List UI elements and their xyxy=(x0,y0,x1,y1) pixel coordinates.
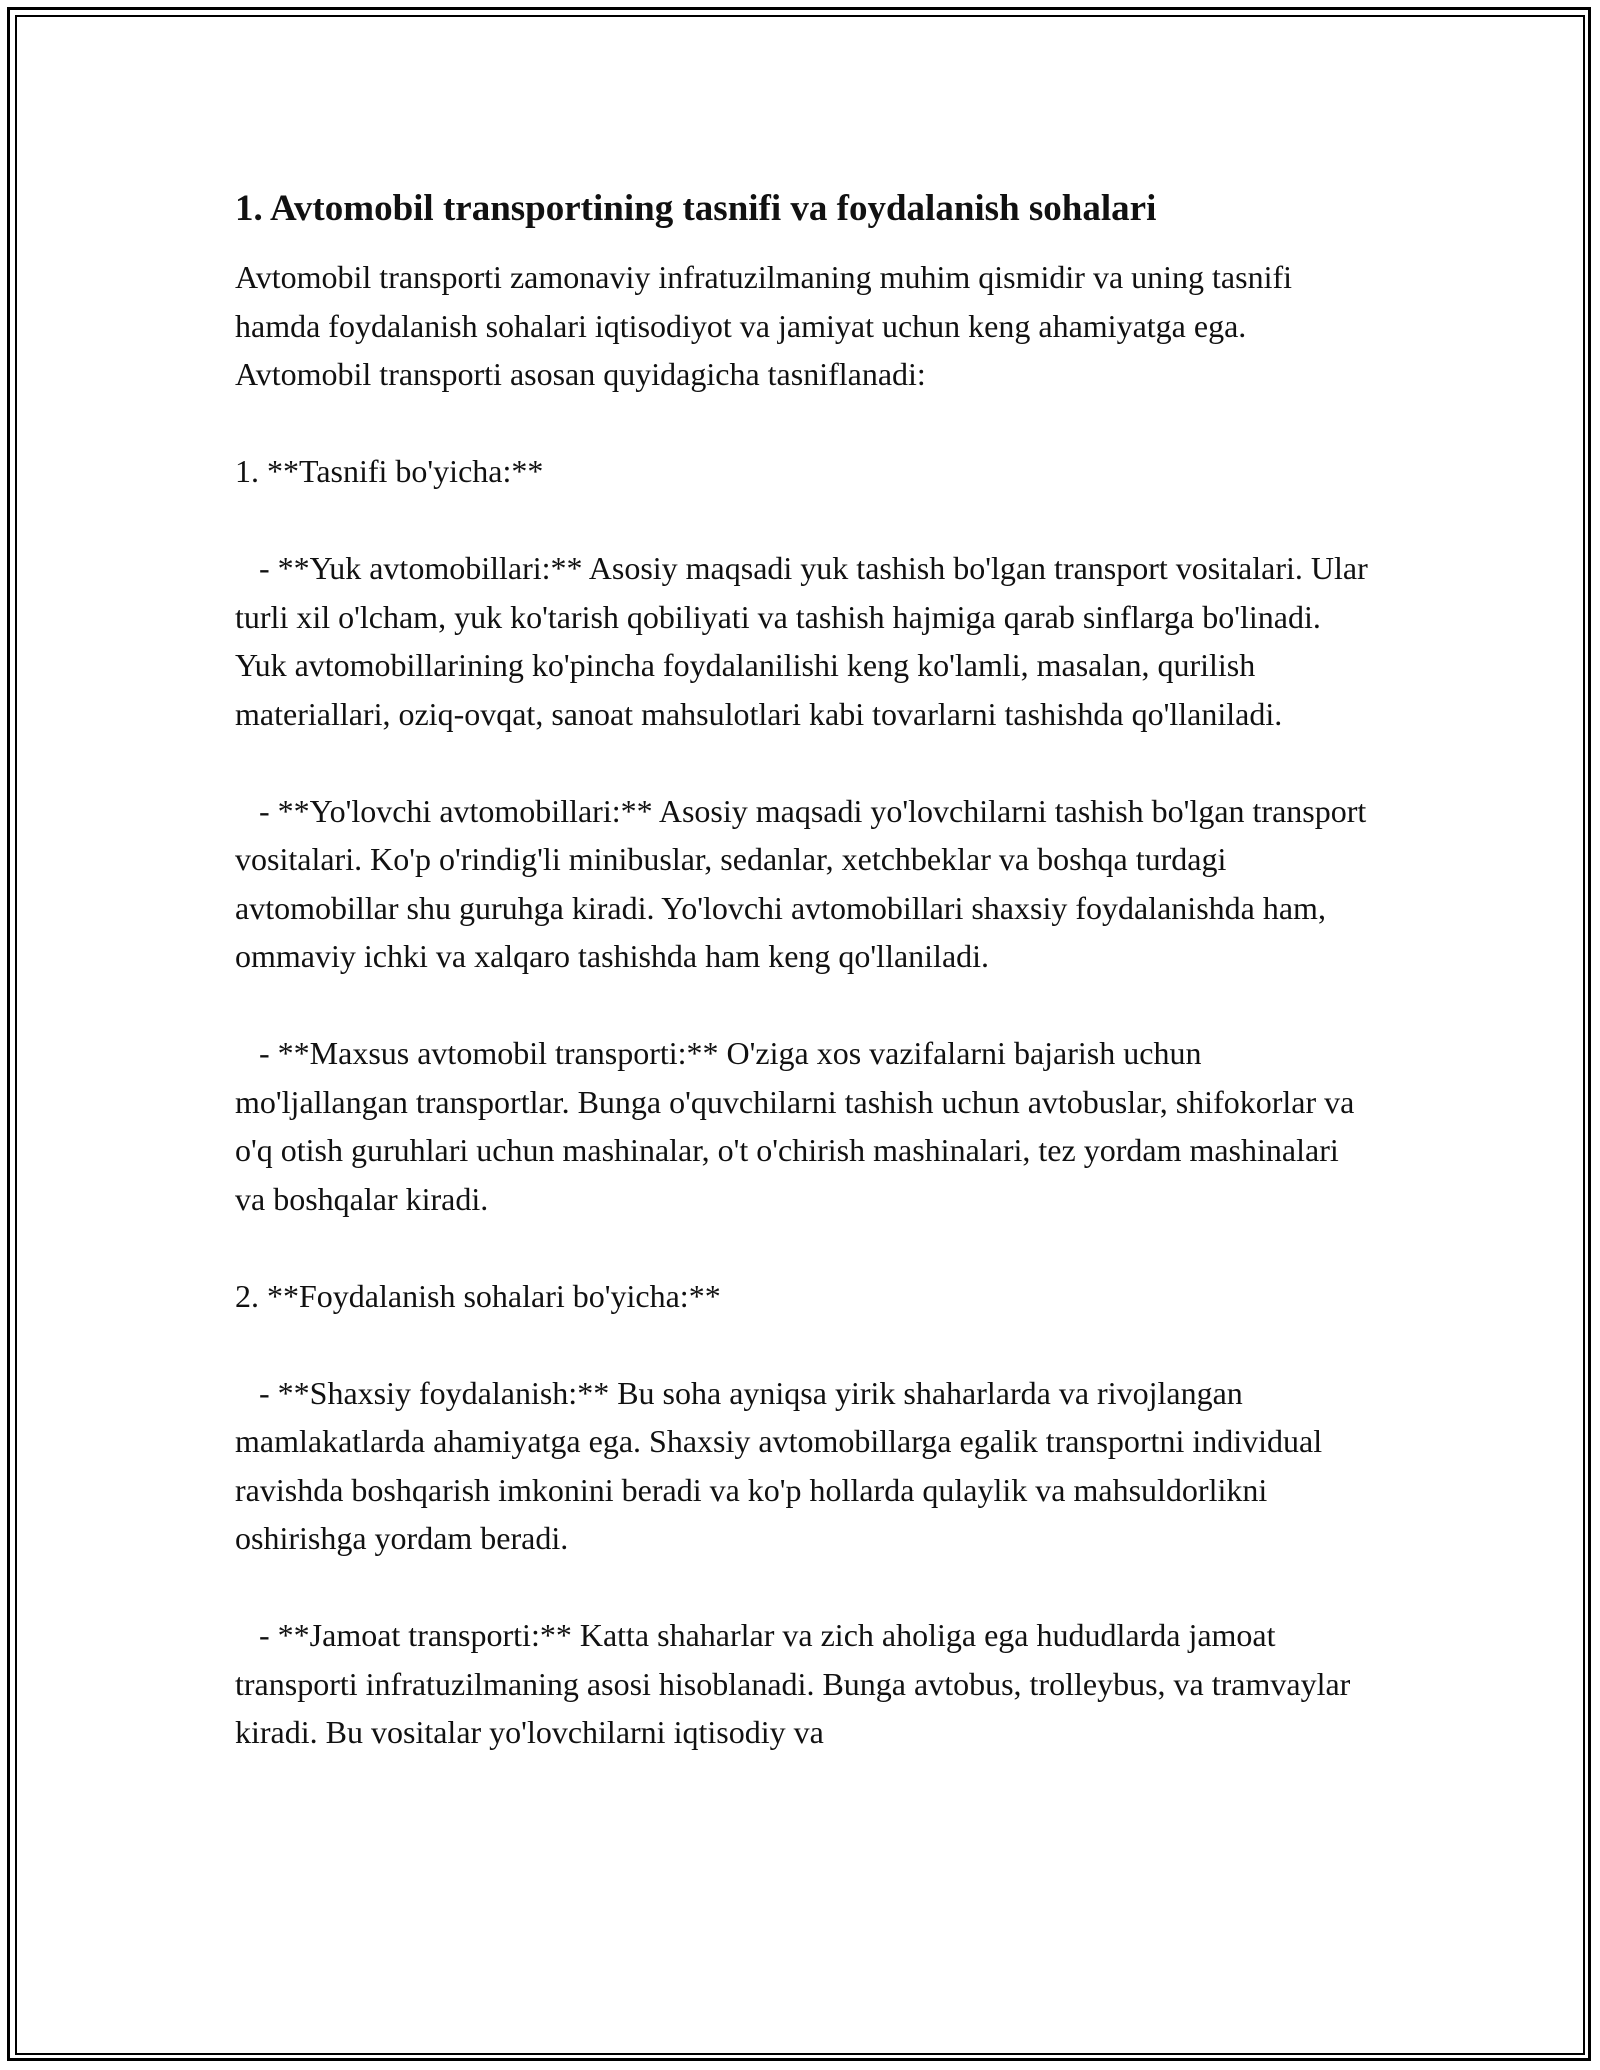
paragraph-indent xyxy=(235,1617,259,1653)
paragraph-indent xyxy=(235,1375,259,1411)
list-item-passenger-vehicles xyxy=(235,787,1375,981)
paragraph-text: - **Shaxsiy foydalanish:** Bu soha ayniqsa yirik shaharlarda va rivojlangan mamlakatlarda ahamiyatga ega. Shaxsiy avtomobillarga egalik transportni individual ravishda boshqarish imkonini beradi va ko'p hollarda qulaylik va mahsuldorlikni oshirishga yordam beradi. xyxy=(235,1374,1323,1556)
list-item-cargo-vehicles xyxy=(235,544,1375,738)
document-body xyxy=(235,185,1375,1757)
paragraph-indent xyxy=(235,550,259,586)
paragraph-text: 2. **Foydalanish sohalari bo'yicha:** xyxy=(235,1277,721,1314)
classification-list-heading xyxy=(235,447,1375,496)
paragraph-text: - **Yuk avtomobillari:** Asosiy maqsadi yuk tashish bo'lgan transport vositalari. Ular turli xil o'lcham, yuk ko'tarish qobiliyati va tashish hajmiga qarab sinflarga bo'linadi. Yuk avtomobillarining ko'pincha foydalanilishi keng ko'lamli, masalan, qurilish materiallari, oziq-ovqat, sanoat mahsulotlari kabi tovarlarni tashishda qo'llaniladi. xyxy=(235,550,1368,732)
list-item-special-vehicles xyxy=(235,1029,1375,1223)
paragraph-text: 1. **Tasnifi bo'yicha:** xyxy=(235,453,544,489)
paragraph-text: Avtomobil transporti zamonaviy infratuzilmaning muhim qismidir va uning tasnifi hamda foydalanish sohalari iqtisodiyot va jamiyat uchun keng ahamiyatga ega. Avtomobil transporti asosan quyidagicha tasniflanadi: xyxy=(235,259,1293,392)
intro-paragraph xyxy=(235,253,1375,399)
paragraph-indent xyxy=(235,1035,259,1071)
paragraph-indent xyxy=(235,793,259,829)
paragraph-text: - **Yo'lovchi avtomobillari:** Asosiy maqsadi yo'lovchilarni tashish bo'lgan transport vositalari. Ko'p o'rindig'li minibuslar, sedanlar, xetchbeklar va boshqa turdagi avtomobillar shu guruhga kiradi. Yo'lovchi avtomobillari shaxsiy foydalanishda ham, ommaviy ichki va xalqaro tashishda ham keng qo'llaniladi. xyxy=(235,792,1367,974)
section-heading: 1. Avtomobil transportining tasnifi va foydalanish sohalari xyxy=(235,188,1157,229)
paragraph-text: - **Jamoat transporti:** Katta shaharlar va zich aholiga ega hududlarda jamoat transporti infratuzilmaning asosi hisoblanadi. Bunga avtobus, trolleybus, va tramvaylar kiradi. Bu vositalar yo'lovchilarni iqtisodiy va xyxy=(235,1617,1351,1750)
list-item-public-transport xyxy=(235,1611,1375,1757)
list-item-personal-use xyxy=(235,1369,1375,1563)
usage-list-heading xyxy=(235,1272,1375,1321)
paragraph-text: - **Maxsus avtomobil transporti:** O'ziga xos vazifalarni bajarish uchun mo'ljallangan transportlar. Bunga o'quvchilarni tashish uchun avtobuslar, shifokorlar va o'q otish guruhlari uchun mashinalar, o't o'chirish mashinalari, tez yordam mashinalari va boshqalar kiradi. xyxy=(235,1035,1355,1217)
